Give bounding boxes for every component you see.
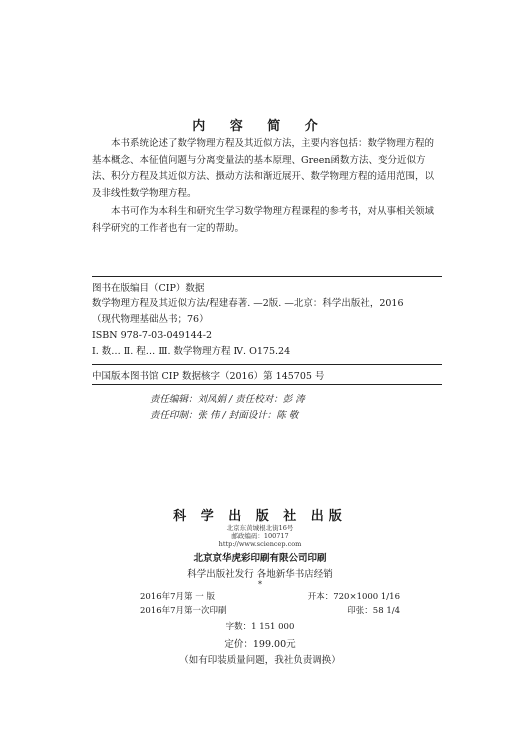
spec-row (140, 590, 400, 604)
cip-line: 数学物理方程及其近似方法/程建春著. —2版. —北京：科学出版社，2016 (92, 298, 404, 309)
sheet-count: 印张：58 1/4 (347, 606, 400, 616)
cip-line: ISBN 978-7-03-049144-2 (92, 330, 212, 341)
summary-section (92, 136, 442, 237)
separator-star: * (258, 580, 262, 589)
printing-date: 2016年7月第一次印刷 (140, 606, 227, 616)
cip-line: （现代物理基础丛书；76） (92, 314, 209, 325)
divider-top (92, 276, 442, 277)
price: 定价：199.00元 (224, 639, 296, 650)
word-count: 字数：1 151 000 (225, 622, 295, 632)
publisher-address: 北京东黄城根北街16号 (226, 524, 294, 532)
publisher-name: 科 学 出 版 社 出版 (173, 509, 347, 524)
publisher-postcode: 邮政编码：100717 (231, 532, 289, 540)
spec-row (140, 604, 400, 618)
cip-heading: 图书在版编目（CIP）数据 (92, 283, 205, 294)
summary-paragraph-2: 本书可作为本科生和研究生学习数学物理方程课程的参考书，对从事相关领域科学研究的工作者也有一定的帮助。 (92, 206, 435, 234)
edition-date: 2016年7月第 一 版 (140, 592, 215, 602)
page-title: 内 容 简 介 (192, 119, 328, 134)
editor-line: 责任编辑：刘凤娟 / 责任校对：彭 涛 (150, 394, 305, 405)
cip-line: Ⅰ. 数… Ⅱ. 程… Ⅲ. 数学物理方程 Ⅳ. O175.24 (92, 346, 291, 357)
quality-note: （如有印装质量问题，我社负责调换） (179, 655, 341, 666)
distribution-line: 科学出版社发行 各地新华书店经销 (187, 569, 333, 580)
printer-line: 北京京华虎彩印刷有限公司印刷 (193, 553, 327, 564)
divider-cip (92, 364, 442, 365)
edition-specs (140, 590, 400, 618)
summary-paragraph-1: 本书系统论述了数学物理方程及其近似方法，主要内容包括：数学物理方程的基本概念、本征值问题与分离变量法的基本原理、Green函数方法、变分近似方法、积分方程及其近似方法、摄动方法和渐近展开、数学物理方程的适用范围，以及非线性数学物理方程。 (92, 138, 435, 199)
editor-line: 责任印制：张 伟 / 封面设计：陈 敬 (150, 410, 299, 421)
divider-mid (92, 384, 442, 385)
format-size: 开本：720×1000 1/16 (307, 592, 400, 602)
publisher-url: http://www.sciencep.com (218, 540, 302, 548)
editors-block (150, 392, 450, 424)
cip-data (92, 296, 442, 360)
cip-record-number: 中国版本图书馆 CIP 数据核字（2016）第 145705 号 (92, 371, 325, 382)
